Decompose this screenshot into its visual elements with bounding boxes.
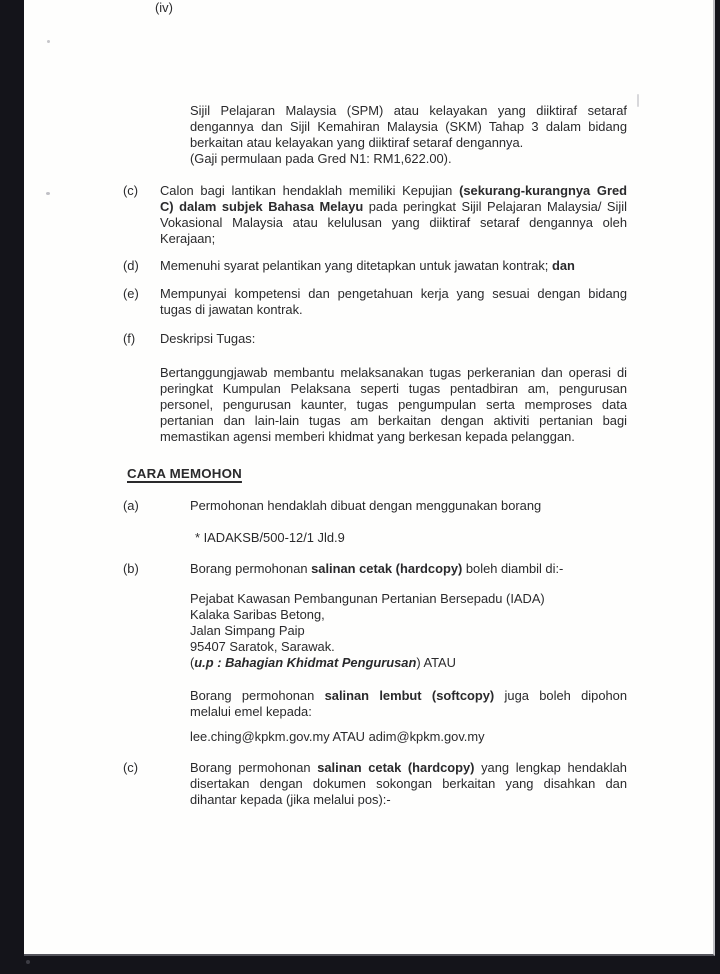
- clause-body: [160, 258, 627, 274]
- clause-label: (a): [123, 498, 139, 513]
- clause-label: (c): [123, 183, 139, 198]
- form-reference: [195, 530, 713, 546]
- clause-a: [24, 498, 713, 514]
- text-line: Vokasional Malaysia atau kelulusan yang diiktiraf setaraf dengannya oleh: [160, 215, 627, 230]
- text-line: Borang permohonan salinan cetak (hardcopy) yang lengkap hendaklah: [190, 760, 627, 775]
- text-line: Borang permohonan salinan lembut (softcopy) juga boleh dipohon: [190, 688, 627, 703]
- text-line: Deskripsi Tugas:: [160, 331, 256, 346]
- section-heading-cara-memohon: CARA MEMOHON: [127, 466, 242, 481]
- text-line: tugas di jawatan kontrak.: [160, 302, 303, 317]
- text-line: personel, pengurusan kaunter, tugas pengumpulan serta memproses data: [160, 397, 627, 412]
- text-line: Mempunyai kompetensi dan pengetahuan kerja yang sesuai dengan bidang: [160, 286, 627, 301]
- clause-body: [160, 331, 627, 347]
- text-line: Kalaka Saribas Betong,: [190, 607, 325, 622]
- clause-c: [24, 183, 713, 247]
- clause-label: (c): [123, 760, 139, 775]
- text-line: lee.ching@kpkm.gov.my ATAU adim@kpkm.gov.my: [190, 729, 485, 744]
- softcopy-paragraph: [190, 688, 627, 720]
- text-line: dihantar kepada (jika melalui pos):-: [190, 792, 391, 807]
- text-line: dengannya dan Sijil Kemahiran Malaysia (SKM) Tahap 3 dalam bidang: [190, 119, 627, 134]
- text-line: Permohonan hendaklah dibuat dengan menggunakan borang: [190, 498, 542, 513]
- text-line: C) dalam subjek Bahasa Melayu pada peringkat Sijil Pelajaran Malaysia/ Sijil: [160, 199, 627, 214]
- clause-body: [160, 286, 627, 318]
- document-page: [24, 0, 715, 956]
- clause-label: (f): [123, 331, 136, 346]
- email-line: [190, 729, 713, 745]
- task-description-paragraph: [160, 365, 627, 445]
- scan-speck: [26, 960, 30, 964]
- text-line: Borang permohonan salinan cetak (hardcopy) boleh diambil di:-: [190, 561, 564, 576]
- text-line: 95407 Saratok, Sarawak.: [190, 639, 335, 654]
- text-line: Memenuhi syarat pelantikan yang ditetapkan untuk jawatan kontrak; dan: [160, 258, 575, 273]
- clause-body: [190, 103, 627, 167]
- clause-e: [24, 286, 713, 318]
- text-line: (Gaji permulaan pada Gred N1: RM1,622.00).: [190, 151, 452, 166]
- clause-body: [190, 498, 627, 514]
- clause-label: (e): [123, 286, 139, 301]
- text-line: Sijil Pelajaran Malaysia (SPM) atau kelayakan yang diiktiraf setaraf: [190, 103, 627, 118]
- clause-body: [190, 561, 627, 577]
- text-line: melalui emel kepada:: [190, 704, 312, 719]
- text-line: peringkat Kumpulan Pelaksana seperti tugas pentadbiran am, pengurusan: [160, 381, 627, 396]
- clause-b: [24, 561, 713, 577]
- clause-c-postal: [24, 760, 713, 808]
- text-line: disertakan dengan dokumen sokongan berkaitan yang disahkan dan: [190, 776, 627, 791]
- text-line: pertanian dan lain-lain tugas am berkaitan dengan aktiviti pertanian bagi: [160, 413, 627, 428]
- clause-label: (b): [123, 561, 139, 576]
- text-line: Kerajaan;: [160, 231, 216, 246]
- text-line: Calon bagi lantikan hendaklah memiliki Kepujian (sekurang-kurangnya Gred: [160, 183, 628, 198]
- clause-label: (iv): [155, 0, 173, 15]
- clause-d: [24, 258, 713, 274]
- text-line: berkaitan atau kelayakan yang diiktiraf setaraf dengannya.: [190, 135, 524, 150]
- text-line: memastikan agensi memberi khidmat yang berkesan kepada pelanggan.: [160, 429, 575, 444]
- clause-iv: [24, 0, 713, 167]
- clause-f: [24, 331, 713, 347]
- text-line: * IADAKSB/500-12/1 Jld.9: [195, 530, 345, 545]
- clause-label: (d): [123, 258, 139, 273]
- text-line: Jalan Simpang Paip: [190, 623, 305, 638]
- text-line: (u.p : Bahagian Khidmat Pengurusan) ATAU: [190, 655, 456, 670]
- text-line: Pejabat Kawasan Pembangunan Pertanian Bersepadu (IADA): [190, 591, 545, 606]
- address-block: [190, 591, 650, 671]
- text-line: Bertanggungjawab membantu melaksanakan tugas perkeranian dan operasi di: [160, 365, 627, 380]
- clause-body: [160, 183, 627, 247]
- clause-body: [190, 760, 627, 808]
